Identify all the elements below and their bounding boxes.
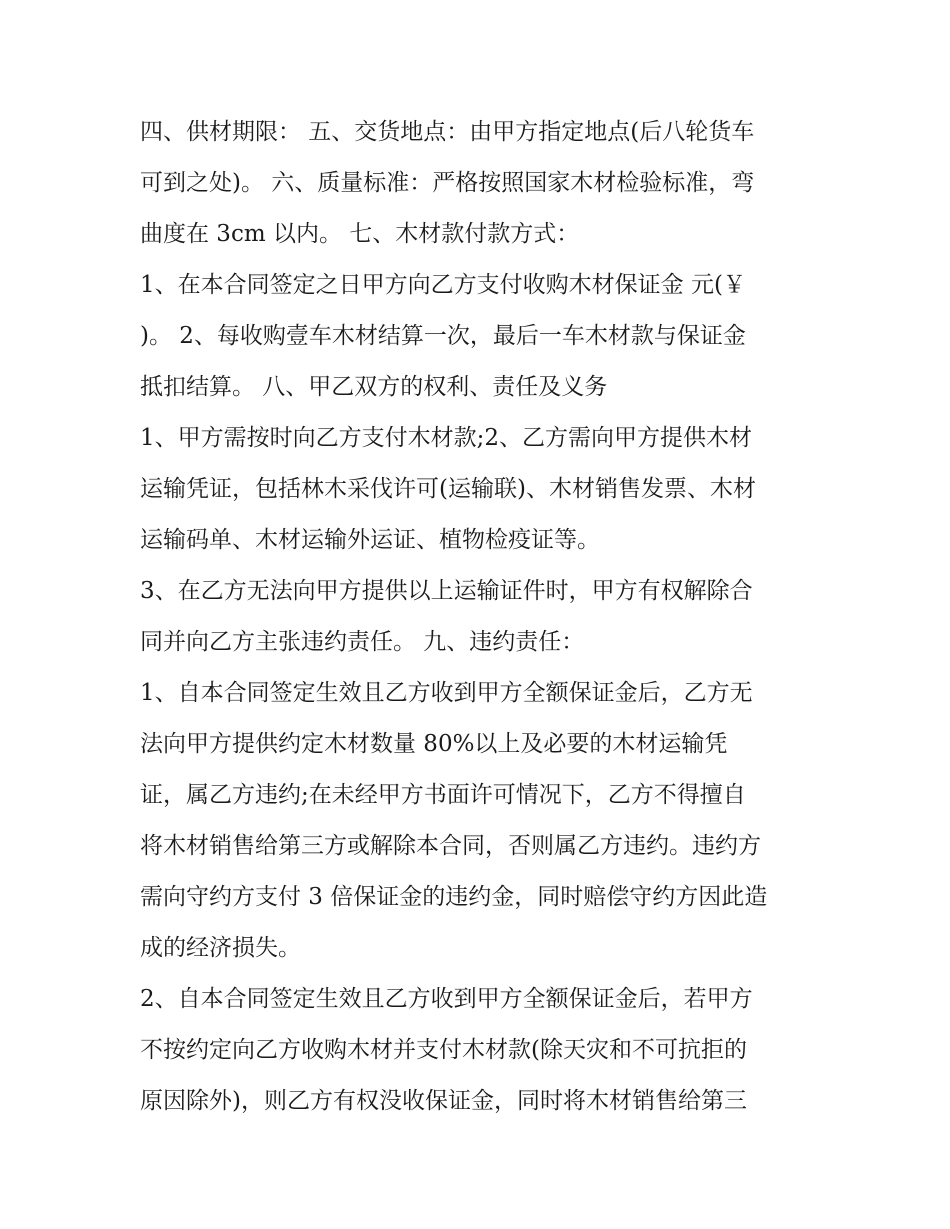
- text-line: 成的经济损失。: [140, 935, 301, 961]
- text-line: 3、在乙方无法向甲方提供以上运输证件时，甲方有权解除合: [140, 578, 753, 604]
- text-line: 法向甲方提供约定木材数量 80%以上及必要的木材运输凭: [140, 731, 728, 757]
- text-line: 不按约定向乙方收购木材并支付木材款(除天灾和不可抗拒的: [140, 1037, 747, 1063]
- text-line: 1、自本合同签定生效且乙方收到甲方全额保证金后，乙方无: [140, 680, 753, 706]
- text-line: 曲度在 3cm 以内。 七、木材款付款方式：: [140, 221, 580, 247]
- text-line: 1、在本合同签定之日甲方向乙方支付收购木材保证金 元(￥: [140, 272, 746, 298]
- text-line: 四、供材期限： 五、交货地点：由甲方指定地点(后八轮货车: [140, 119, 755, 145]
- text-line: 抵扣结算。 八、甲乙双方的权利、责任及义务: [140, 374, 608, 400]
- text-line: 证，属乙方违约;在未经甲方书面许可情况下，乙方不得擅自: [140, 782, 746, 808]
- text-line: 同并向乙方主张违约责任。 九、违约责任：: [140, 629, 585, 655]
- text-line: )。 2、每收购壹车木材结算一次，最后一车木材款与保证金: [140, 323, 746, 349]
- text-line: 1、甲方需按时向乙方支付木材款;2、乙方需向甲方提供木材: [140, 425, 753, 451]
- text-line: 原因除外)，则乙方有权没收保证金，同时将木材销售给第三: [140, 1088, 747, 1114]
- text-line: 运输凭证，包括林木采伐许可(运输联)、木材销售发票、木材: [140, 476, 756, 502]
- text-line: 可到之处)。 六、质量标准：严格按照国家木材检验标准，弯: [140, 170, 755, 196]
- text-line: 将木材销售给第三方或解除本合同，否则属乙方违约。违约方: [140, 833, 761, 859]
- text-line: 运输码单、木材运输外运证、植物检疫证等。: [140, 527, 600, 553]
- contract-text: [140, 107, 820, 1127]
- text-line: 2、自本合同签定生效且乙方收到甲方全额保证金后，若甲方: [140, 986, 753, 1012]
- text-line: 需向守约方支付 3 倍保证金的违约金，同时赔偿守约方因此造: [140, 884, 768, 910]
